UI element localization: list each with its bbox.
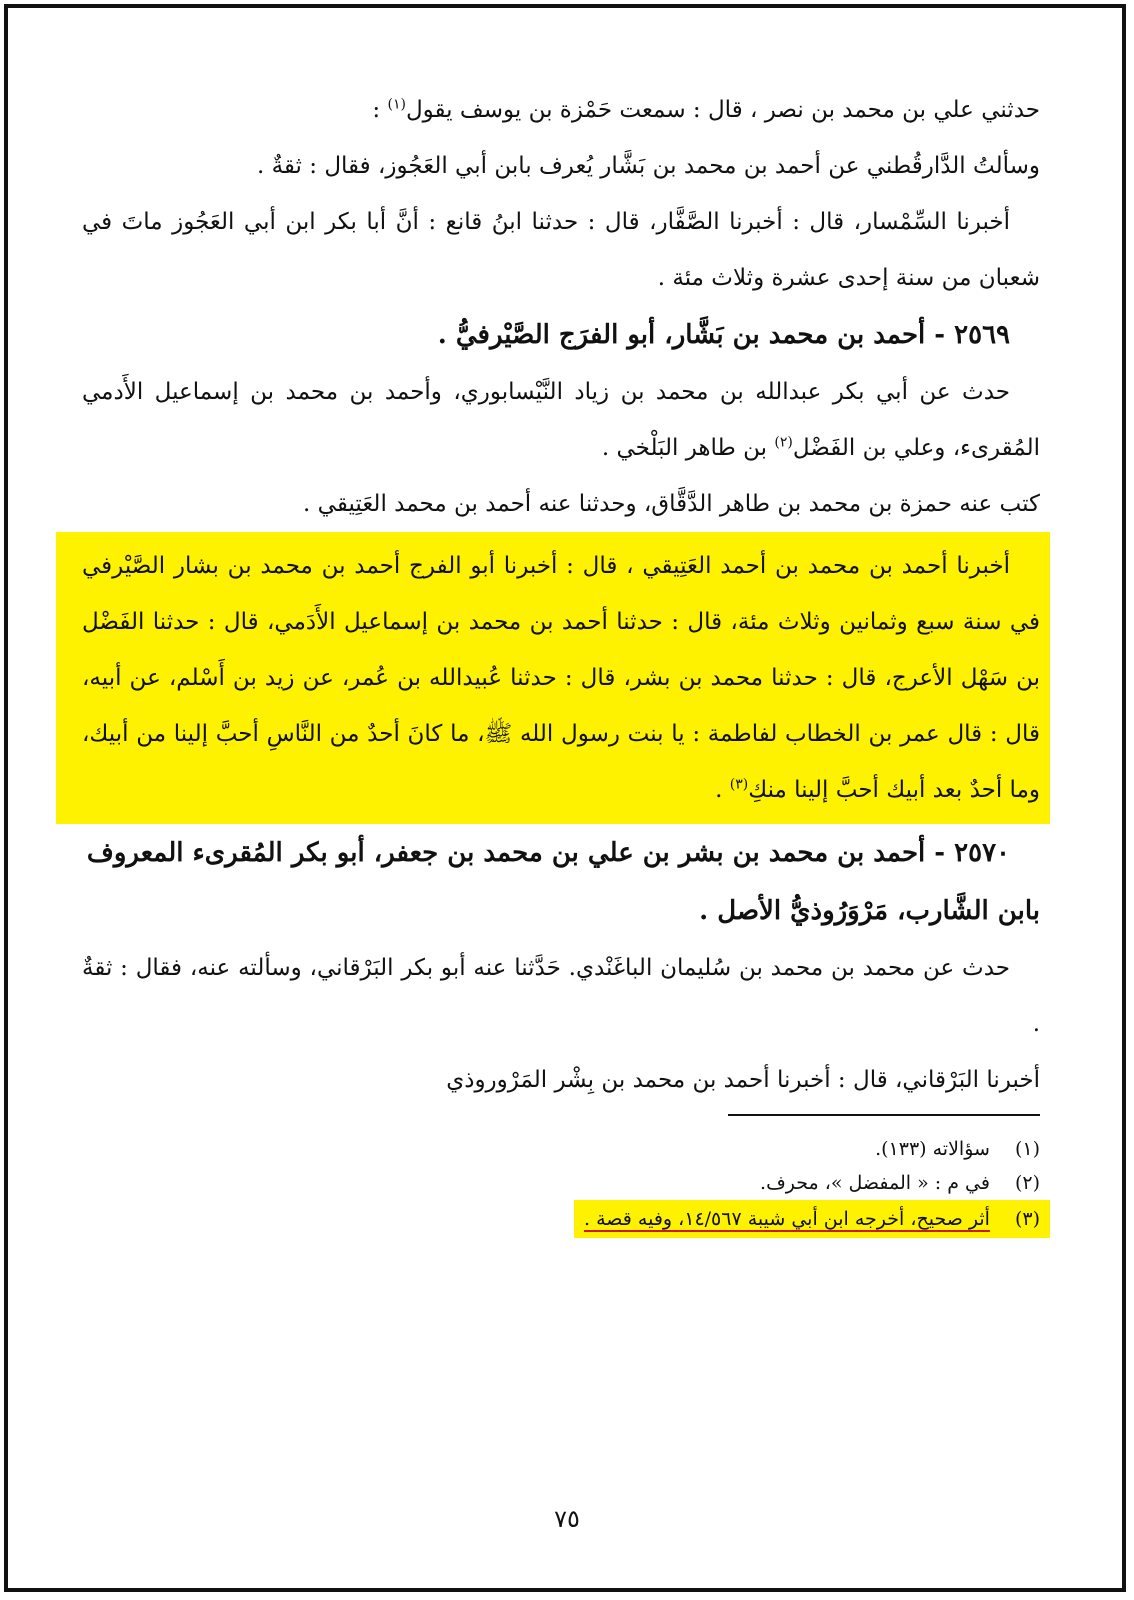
footnote-2 (82, 1166, 1040, 1200)
footnote-ref[interactable]: (٣) (729, 776, 749, 793)
paragraph: أخبرنا أحمد بن محمد بن أحمد العَتِيقي ، قال : أخبرنا أبو الفرج أحمد بن محمد بن بشار الصَّيْرفي في سنة سبع وثمانين وثلاث مئة، قال : حدثنا أحمد بن محمد بن إسماعيل الأَدَمي، قال : حدثنا الفَضْل بن سَهْل الأعرج، قال : حدثنا محمد بن بشر، قال : حدثنا عُبيدالله بن عُمر، عن زيد بن أَسْلم، عن أبيه، قال : قال عمر بن الخطاب لفاطمة : يا بنت رسول الله ﷺ، ما كانَ أحدٌ من النَّاسِ أحبَّ إلينا من أبيك، وما أحدٌ بعد أبيك أحبَّ إلينا منكِ$^{(٣)}$ . (82, 553, 1040, 803)
entry-heading-2570: ٢٥٧٠ - أحمد بن محمد بن بشر بن علي بن محمد بن جعفر، أبو بكر المُقرىء المعروف بابن الشَّارب، مَرْوَرُوذيُّ الأصل . (86, 838, 1040, 926)
footnote-text: أثر صحيح، أخرجه ابن أبي شيبة ١٤/٥٦٧، وفيه قصة . (584, 1208, 990, 1230)
highlighted-passage (56, 532, 1050, 824)
highlighted-footnote (574, 1200, 1050, 1238)
paragraph: كتب عنه حمزة بن محمد بن طاهر الدَّقَّاق، وحدثنا عنه أحمد بن محمد العَتِيقي . (303, 491, 1040, 517)
footnote-number: (٢) (1014, 1172, 1040, 1194)
paragraph: حدث عن محمد بن محمد بن سُليمان الباغَنْدي. حَدَّثنا عنه أبو بكر البَرْقاني، وسألته عنه، فقال : ثقةٌ . (82, 955, 1040, 1037)
footnote-ref[interactable]: (٢) (774, 434, 793, 451)
footnote-text: سؤالاته (١٣٣). (875, 1138, 990, 1160)
paragraph: أخبرنا السِّمْسار، قال : أخبرنا الصَّفَّار، قال : حدثنا ابنُ قانع : أنَّ أبا بكر ابن أبي العَجُوز ماتَ في شعبان من سنة إحدى عشرة وثلاث مئة . (82, 209, 1040, 291)
paragraph-text: حدثني علي بن محمد بن نصر ، قال : سمعت حَمْزة بن يوسف يقول (405, 97, 1040, 123)
paragraph (82, 364, 1040, 476)
footnote-3 (82, 1200, 1040, 1238)
footnote-number: (٣) (1014, 1208, 1040, 1230)
paragraph: أخبرنا البَرْقاني، قال : أخبرنا أحمد بن محمد بن بِشْر المَرْوروذي (446, 1067, 1040, 1093)
footnote-1 (82, 1132, 1040, 1166)
paragraph-text: بن طاهر البَلْخي . (601, 435, 768, 461)
paragraph: وسألتُ الدَّارقُطني عن أحمد بن محمد بن بَشَّار يُعرف بابن أبي العَجُوز، فقال : ثقةٌ . (256, 153, 1040, 179)
page-number: ٧٥ (554, 1505, 580, 1533)
footnote-number: (١) (1014, 1138, 1040, 1160)
footnote-divider (728, 1114, 1040, 1116)
paragraph: حدثني علي بن محمد بن نصر ، قال : سمعت حَمْزة بن يوسف يقول$^{(١)}$ : (372, 96, 1040, 123)
footnote-text: في م : « المفضل »، محرف. (760, 1172, 990, 1194)
entry-heading-2569: ٢٥٦٩ - أحمد بن محمد بن بَشَّار، أبو الفرَج الصَّيْرفيُّ . (437, 320, 1010, 350)
footnote-ref[interactable]: (١) (387, 96, 406, 113)
page-body (82, 82, 1040, 1238)
paragraph-text: حدث عن أبي بكر عبدالله بن محمد بن زياد النَّيْسابوري، وأحمد بن محمد بن إسماعيل الأَدمي المُقرىء، وعلي بن الفَضْل (82, 379, 1040, 461)
paragraph-text: أخبرنا أحمد بن محمد بن أحمد العَتِيقي ، قال : أخبرنا أبو الفرج أحمد بن محمد بن بشار الصَّيْرفي في سنة سبع وثمانين وثلاث مئة، قال : حدثنا أحمد بن محمد بن إسماعيل الأَدَمي، قال : حدثنا الفَضْل بن سَهْل الأعرج، قال : حدثنا محمد بن بشر، قال : حدثنا عُبيدالله بن عُمر، عن زيد بن أَسْلم، عن أبيه، قال : قال عمر بن الخطاب لفاطمة : يا بنت رسول الله ﷺ، ما كانَ أحدٌ من النَّاسِ أحبَّ إلينا من أبيك، وما أحدٌ بعد أبيك أحبَّ إلينا منكِ (82, 553, 1040, 803)
